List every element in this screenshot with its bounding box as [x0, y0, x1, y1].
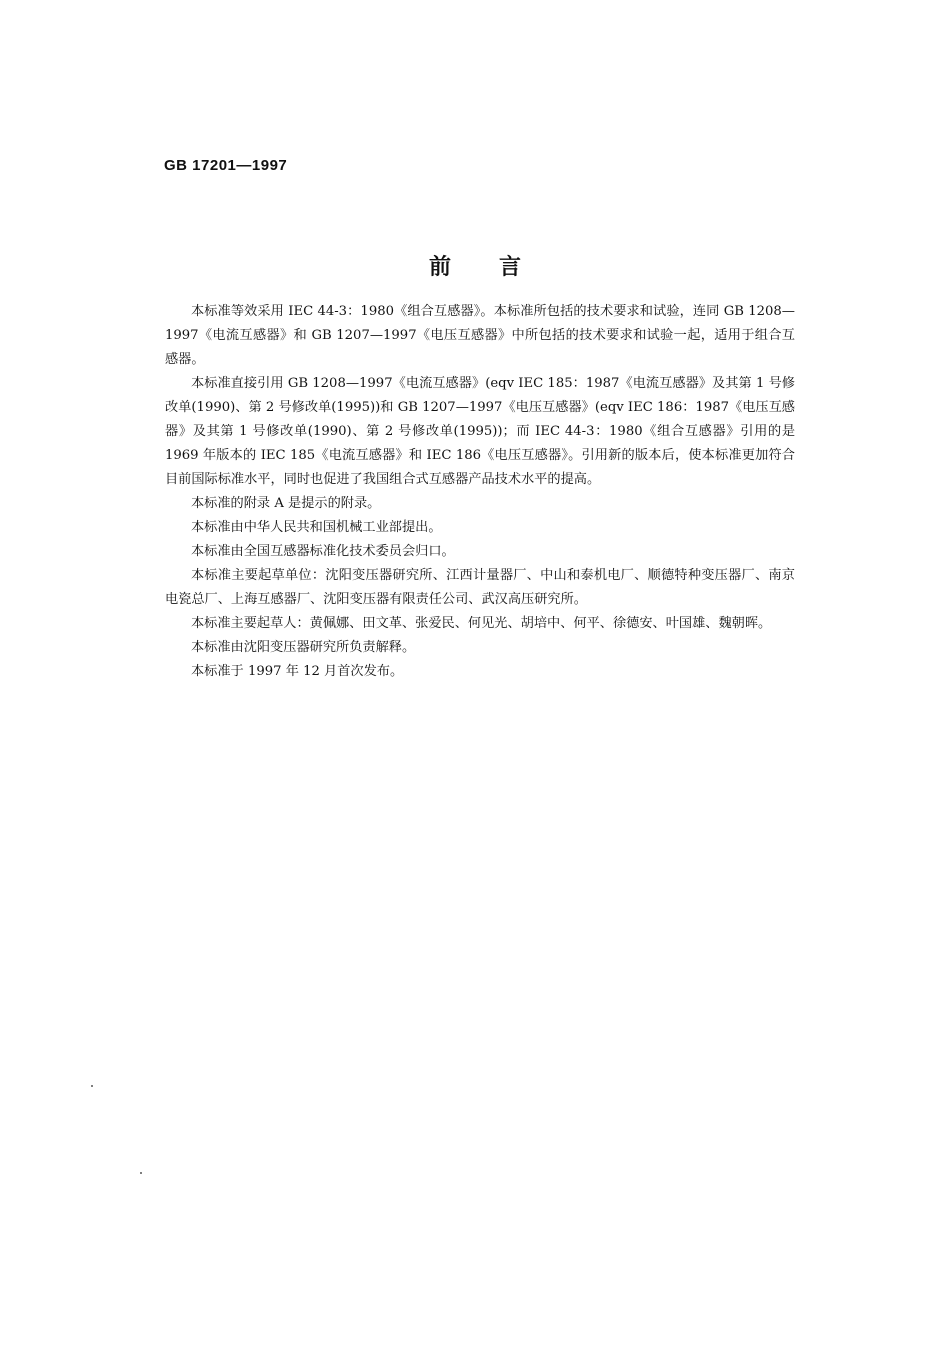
foreword-body — [165, 300, 795, 684]
paragraph-centralized: 本标准由全国互感器标准化技术委员会归口。 — [191, 544, 455, 559]
paragraph-drafters: 本标准主要起草人：黄佩娜、田文革、张爱民、何见光、胡培中、何平、徐德安、叶国雄、魏朝晖。 — [191, 616, 772, 631]
paragraph-appendix: 本标准的附录 A 是提示的附录。 — [191, 496, 381, 511]
page-title: 前言 — [428, 254, 569, 280]
standard-code: GB 17201—1997 — [164, 157, 288, 174]
paragraph-adoption: 本标准等效采用 IEC 44-3：1980《组合互感器》。本标准所包括的技术要求和试验，连同 GB 1208—1997《电流互感器》和 GB 1207—1997《电压互感器》中所包括的技术要求和试验一起，适用于组合互感器。 — [165, 304, 795, 367]
paragraph-proposer: 本标准由中华人民共和国机械工业部提出。 — [191, 520, 442, 535]
scan-speck — [91, 1085, 93, 1087]
paragraph-first-issue: 本标准于 1997 年 12 月首次发布。 — [191, 664, 404, 679]
paragraph-drafting-units: 本标准主要起草单位：沈阳变压器研究所、江西计量器厂、中山和泰机电厂、顺德特种变压器厂、南京电瓷总厂、上海互感器厂、沈阳变压器有限责任公司、武汉高压研究所。 — [165, 568, 795, 607]
scan-speck — [140, 1172, 142, 1174]
paragraph-interpretation: 本标准由沈阳变压器研究所负责解释。 — [191, 640, 416, 655]
paragraph-references: 本标准直接引用 GB 1208—1997《电流互感器》(eqv IEC 185：1987《电流互感器》及其第 1 号修改单(1990)、第 2 号修改单(1995))和 GB 1207—1997《电压互感器》(eqv IEC 186：1987《电压互感器》及其第 1 号修改单(1990)、第 2 号修改单(1995))；而 IEC 44-3：1980《组合互感器》引用的是 1969 年版本的 IEC 185《电流互感器》和 IEC 186《电压互感器》。引用新的版本后，使本标准更加符合目前国际标准水平，同时也促进了我国组合式互感器产品技术水平的提高。 — [165, 376, 795, 487]
